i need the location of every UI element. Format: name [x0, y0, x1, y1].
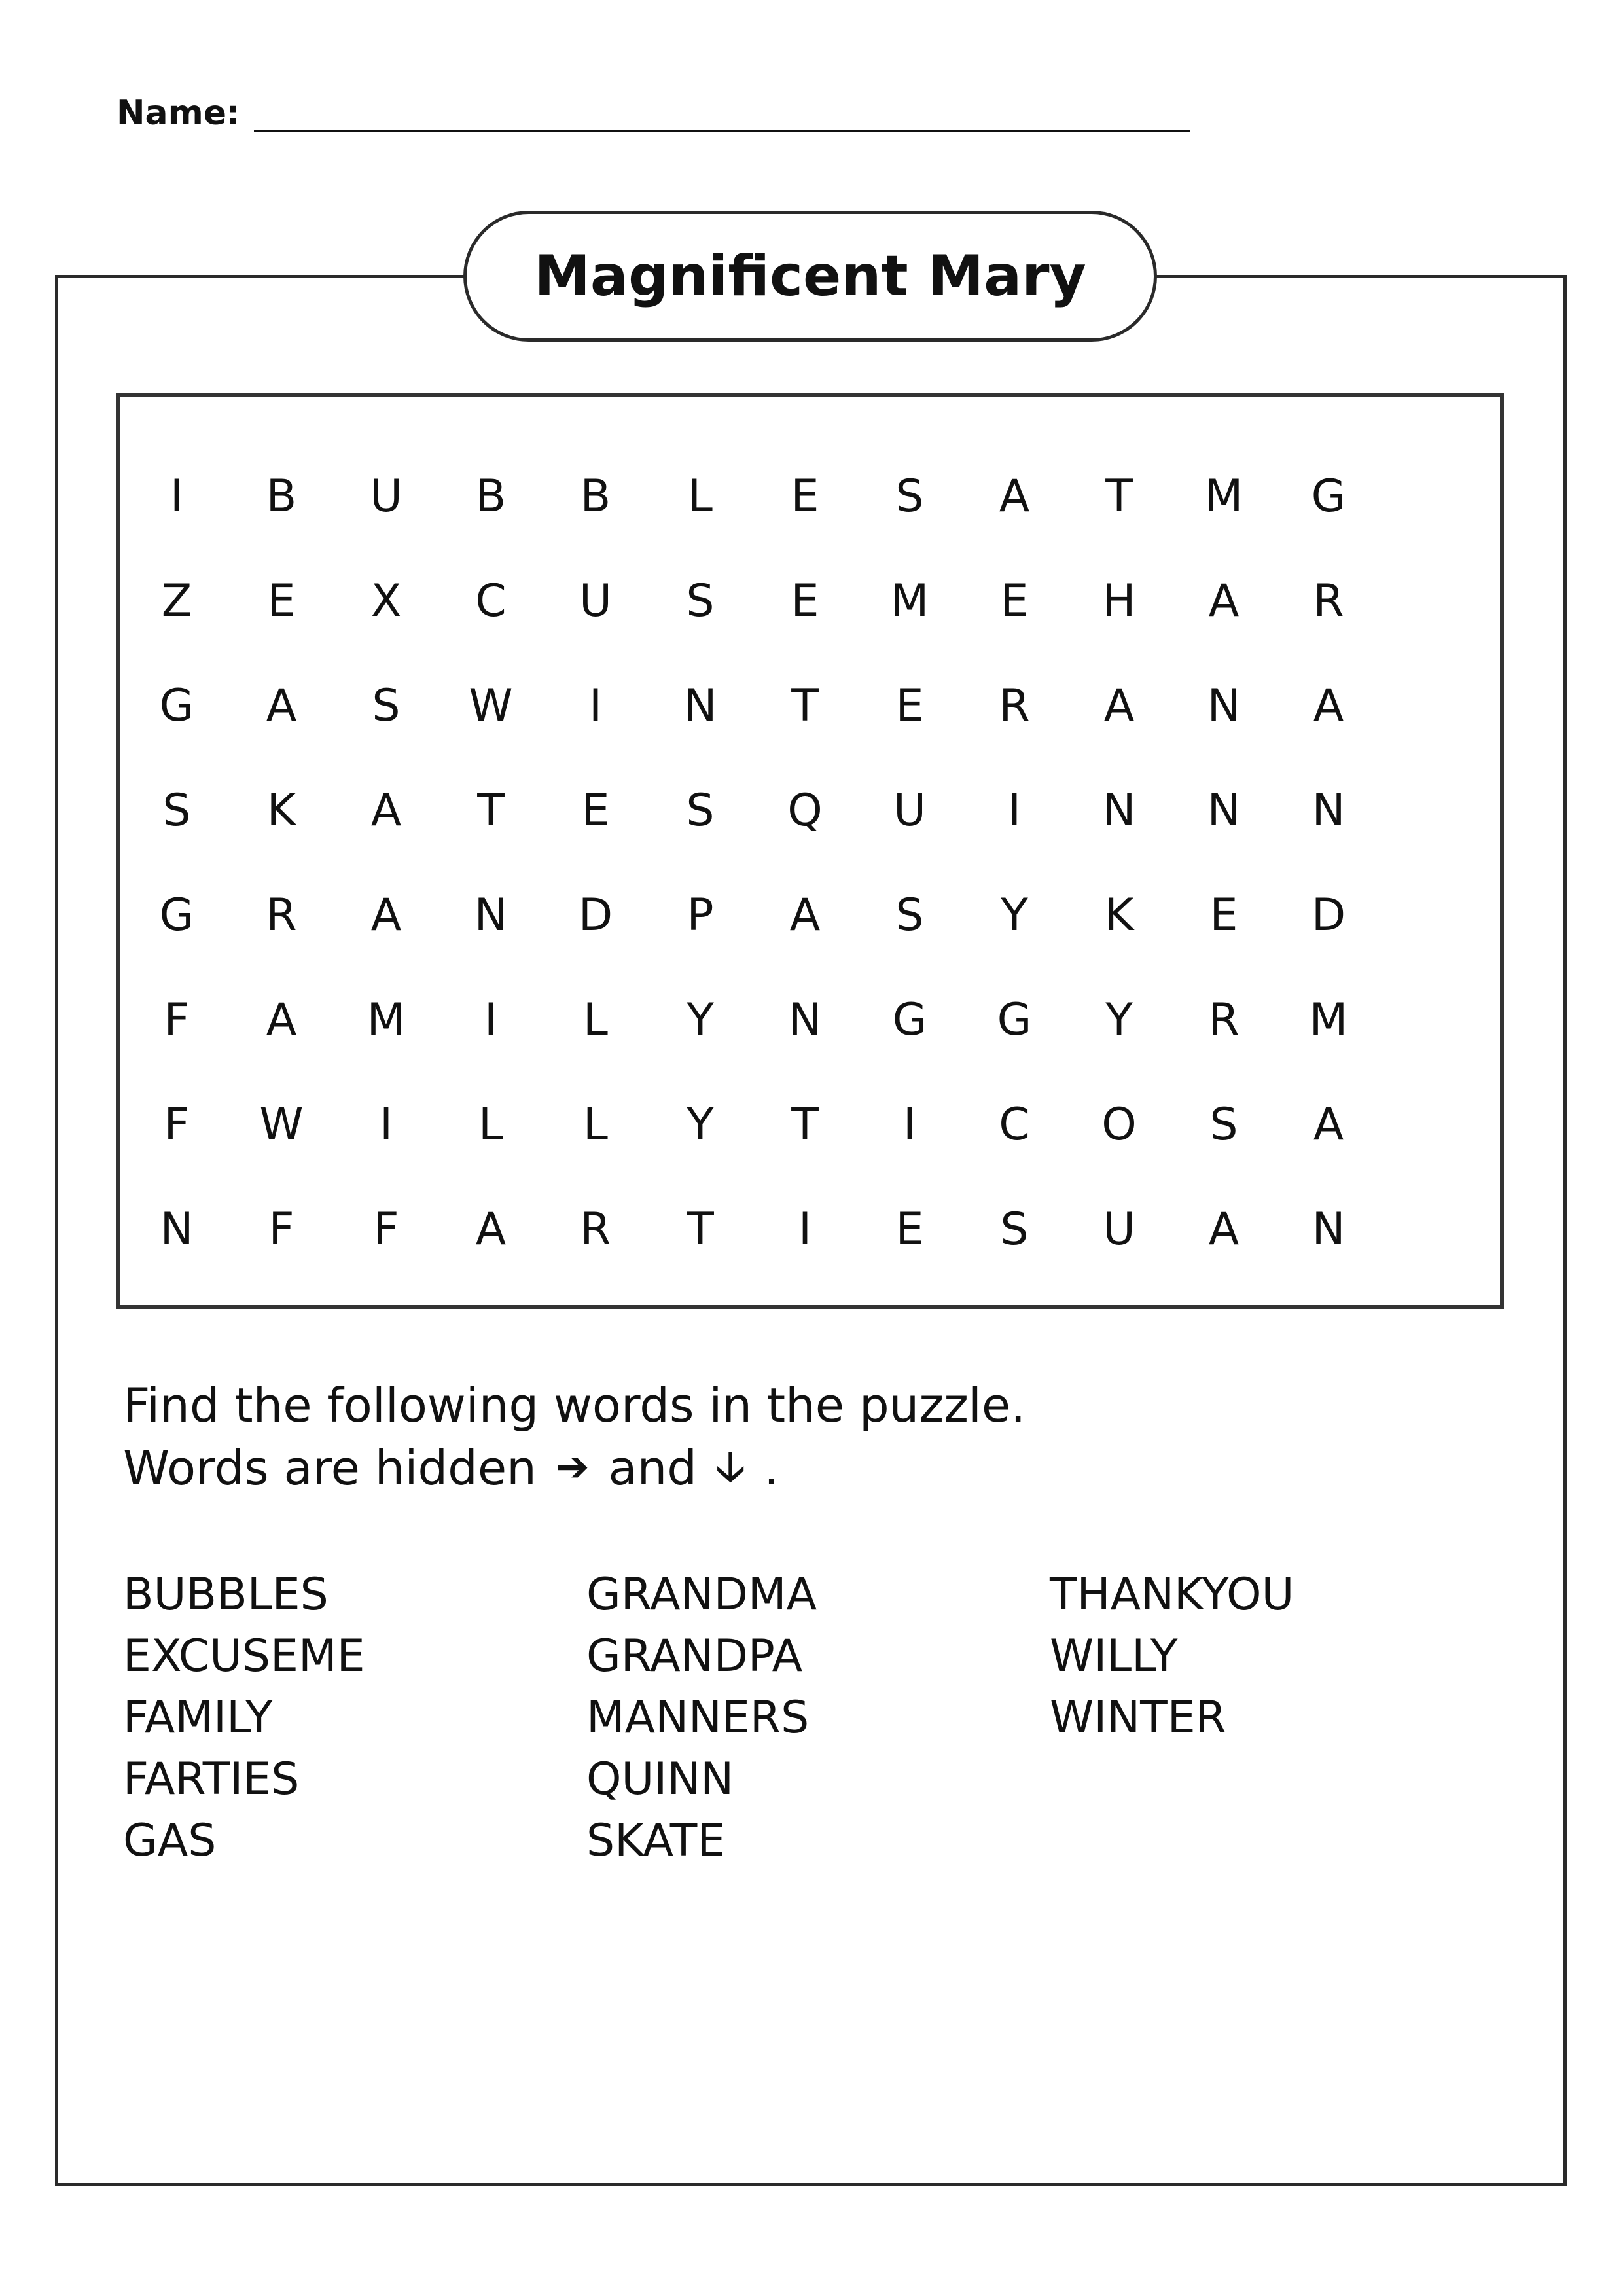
word-list-item: GAS	[123, 1815, 217, 1867]
word-list-item: GRANDPA	[586, 1630, 803, 1682]
grid-cell[interactable]: M	[1309, 994, 1348, 1046]
grid-cell[interactable]: B	[475, 470, 507, 522]
grid-cell[interactable]: I	[379, 1098, 393, 1151]
word-list-item: GRANDMA	[586, 1569, 817, 1621]
grid-cell[interactable]: M	[366, 994, 406, 1046]
grid-cell[interactable]: E	[791, 575, 819, 627]
grid-cell[interactable]: G	[159, 679, 194, 732]
title-banner	[463, 211, 1157, 342]
name-write-line[interactable]	[254, 130, 1190, 132]
grid-cell[interactable]: M	[890, 575, 929, 627]
grid-cell[interactable]: L	[583, 994, 608, 1046]
grid-cell[interactable]: N	[1207, 784, 1241, 836]
word-list-item: QUINN	[586, 1753, 734, 1805]
grid-cell[interactable]: Y	[1001, 889, 1028, 941]
grid-cell[interactable]: N	[788, 994, 822, 1046]
grid-cell[interactable]: L	[478, 1098, 503, 1151]
instructions-line-1: Find the following words in the puzzle.	[123, 1378, 1026, 1433]
word-list-item: THANKYOU	[1050, 1569, 1294, 1621]
grid-cell[interactable]: A	[1208, 1203, 1240, 1255]
grid-cell[interactable]: H	[1102, 575, 1136, 627]
grid-cell[interactable]: D	[1311, 889, 1346, 941]
grid-cell[interactable]: A	[1103, 679, 1135, 732]
grid-cell[interactable]: U	[893, 784, 926, 836]
grid-cell[interactable]: A	[370, 889, 402, 941]
grid-cell[interactable]: S	[1209, 1098, 1238, 1151]
instructions	[123, 1374, 1026, 1499]
grid-cell[interactable]: G	[1311, 470, 1346, 522]
grid-cell[interactable]: F	[164, 1098, 190, 1151]
grid-cell[interactable]: G	[159, 889, 194, 941]
word-list-item: SKATE	[586, 1815, 726, 1867]
grid-cell[interactable]: Y	[1105, 994, 1133, 1046]
grid-cell[interactable]: A	[370, 784, 402, 836]
grid-cell[interactable]: E	[581, 784, 610, 836]
instructions-line-2-and: and	[608, 1441, 697, 1496]
grid-cell[interactable]: W	[469, 679, 513, 732]
grid-cell[interactable]: C	[999, 1098, 1030, 1151]
grid-cell[interactable]: U	[579, 575, 612, 627]
grid-cell[interactable]: W	[259, 1098, 304, 1151]
grid-cell[interactable]: N	[1311, 1203, 1346, 1255]
grid-cell[interactable]: T	[687, 1203, 714, 1255]
grid-cell[interactable]: K	[266, 784, 296, 836]
grid-cell[interactable]: R	[1208, 994, 1240, 1046]
grid-cell[interactable]: B	[580, 470, 611, 522]
grid-cell[interactable]: G	[892, 994, 927, 1046]
grid-cell[interactable]: K	[1104, 889, 1134, 941]
grid-cell[interactable]: U	[1103, 1203, 1135, 1255]
grid-cell[interactable]: A	[1208, 575, 1240, 627]
grid-cell[interactable]: O	[1101, 1098, 1137, 1151]
instructions-line-2-suffix: .	[764, 1441, 779, 1496]
grid-cell[interactable]: F	[164, 994, 190, 1046]
grid-cell[interactable]: I	[588, 679, 603, 732]
grid-cell[interactable]: A	[999, 470, 1030, 522]
grid-cell[interactable]: S	[1000, 1203, 1029, 1255]
worksheet-title: Magnificent Mary	[534, 243, 1086, 309]
grid-cell[interactable]: Y	[687, 994, 714, 1046]
grid-cell[interactable]: G	[997, 994, 1032, 1046]
grid-cell[interactable]: I	[169, 470, 184, 522]
grid-cell[interactable]: N	[683, 679, 717, 732]
grid-cell[interactable]: E	[895, 679, 924, 732]
grid-cell[interactable]: N	[474, 889, 508, 941]
grid-cell[interactable]: E	[1209, 889, 1238, 941]
word-list-item: WILLY	[1050, 1630, 1178, 1682]
word-list-item: FARTIES	[123, 1753, 300, 1805]
word-list-column-3	[1050, 1564, 1294, 1749]
grid-cell[interactable]: Y	[687, 1098, 714, 1151]
grid-cell[interactable]: F	[373, 1203, 399, 1255]
grid-cell[interactable]: E	[1000, 575, 1029, 627]
grid-cell[interactable]: R	[266, 889, 297, 941]
grid-cell[interactable]: A	[475, 1203, 507, 1255]
grid-cell[interactable]: M	[1204, 470, 1243, 522]
word-list-item: FAMILY	[123, 1692, 273, 1744]
grid-cell[interactable]: R	[580, 1203, 611, 1255]
grid-cell[interactable]: S	[686, 784, 715, 836]
grid-cell[interactable]: X	[370, 575, 402, 627]
grid-cell[interactable]: R	[999, 679, 1030, 732]
grid-cell[interactable]: A	[1313, 679, 1344, 732]
word-list-column-2	[586, 1564, 817, 1872]
letter-grid	[124, 444, 1381, 1282]
word-list-column-1	[123, 1564, 365, 1872]
grid-cell[interactable]: T	[791, 1098, 819, 1151]
grid-cell[interactable]: N	[160, 1203, 194, 1255]
name-row	[116, 90, 1190, 136]
grid-cell[interactable]: S	[895, 470, 924, 522]
grid-cell[interactable]: N	[1311, 784, 1346, 836]
grid-cell[interactable]: I	[1007, 784, 1022, 836]
grid-cell[interactable]: Q	[787, 784, 823, 836]
grid-cell[interactable]: A	[789, 889, 821, 941]
arrow-right-icon: ➔	[555, 1443, 590, 1490]
grid-cell[interactable]: I	[902, 1098, 917, 1151]
grid-cell[interactable]: S	[686, 575, 715, 627]
grid-cell[interactable]: P	[687, 889, 714, 941]
grid-cell[interactable]: S	[372, 679, 401, 732]
grid-cell[interactable]: E	[267, 575, 296, 627]
grid-cell[interactable]: A	[266, 679, 297, 732]
word-list-item: BUBBLES	[123, 1569, 329, 1621]
grid-cell[interactable]: I	[484, 994, 498, 1046]
name-label: Name:	[116, 94, 240, 133]
grid-cell[interactable]: T	[477, 784, 505, 836]
arrow-down-icon: 🡣	[715, 1443, 745, 1490]
grid-cell[interactable]: B	[266, 470, 297, 522]
instructions-line-2	[123, 1436, 1026, 1499]
grid-cell[interactable]: Z	[161, 575, 192, 627]
grid-cell[interactable]: N	[1102, 784, 1136, 836]
grid-cell[interactable]: C	[475, 575, 507, 627]
instructions-line-2-prefix: Words are hidden	[123, 1441, 537, 1496]
grid-cell[interactable]: E	[895, 1203, 924, 1255]
grid-cell[interactable]: R	[1313, 575, 1344, 627]
grid-cell[interactable]: E	[791, 470, 819, 522]
word-list-item: MANNERS	[586, 1692, 810, 1744]
grid-cell[interactable]: A	[266, 994, 297, 1046]
grid-cell[interactable]: S	[162, 784, 191, 836]
grid-cell[interactable]: U	[370, 470, 402, 522]
grid-cell[interactable]: F	[268, 1203, 294, 1255]
word-list-item: WINTER	[1050, 1692, 1226, 1744]
grid-cell[interactable]: L	[688, 470, 713, 522]
grid-cell[interactable]: T	[791, 679, 819, 732]
grid-cell[interactable]: I	[798, 1203, 812, 1255]
word-list-item: EXCUSEME	[123, 1630, 365, 1682]
grid-cell[interactable]: N	[1207, 679, 1241, 732]
grid-cell[interactable]: A	[1313, 1098, 1344, 1151]
grid-cell[interactable]: T	[1105, 470, 1133, 522]
grid-cell[interactable]: S	[895, 889, 924, 941]
grid-cell[interactable]: D	[578, 889, 613, 941]
grid-cell[interactable]: L	[583, 1098, 608, 1151]
